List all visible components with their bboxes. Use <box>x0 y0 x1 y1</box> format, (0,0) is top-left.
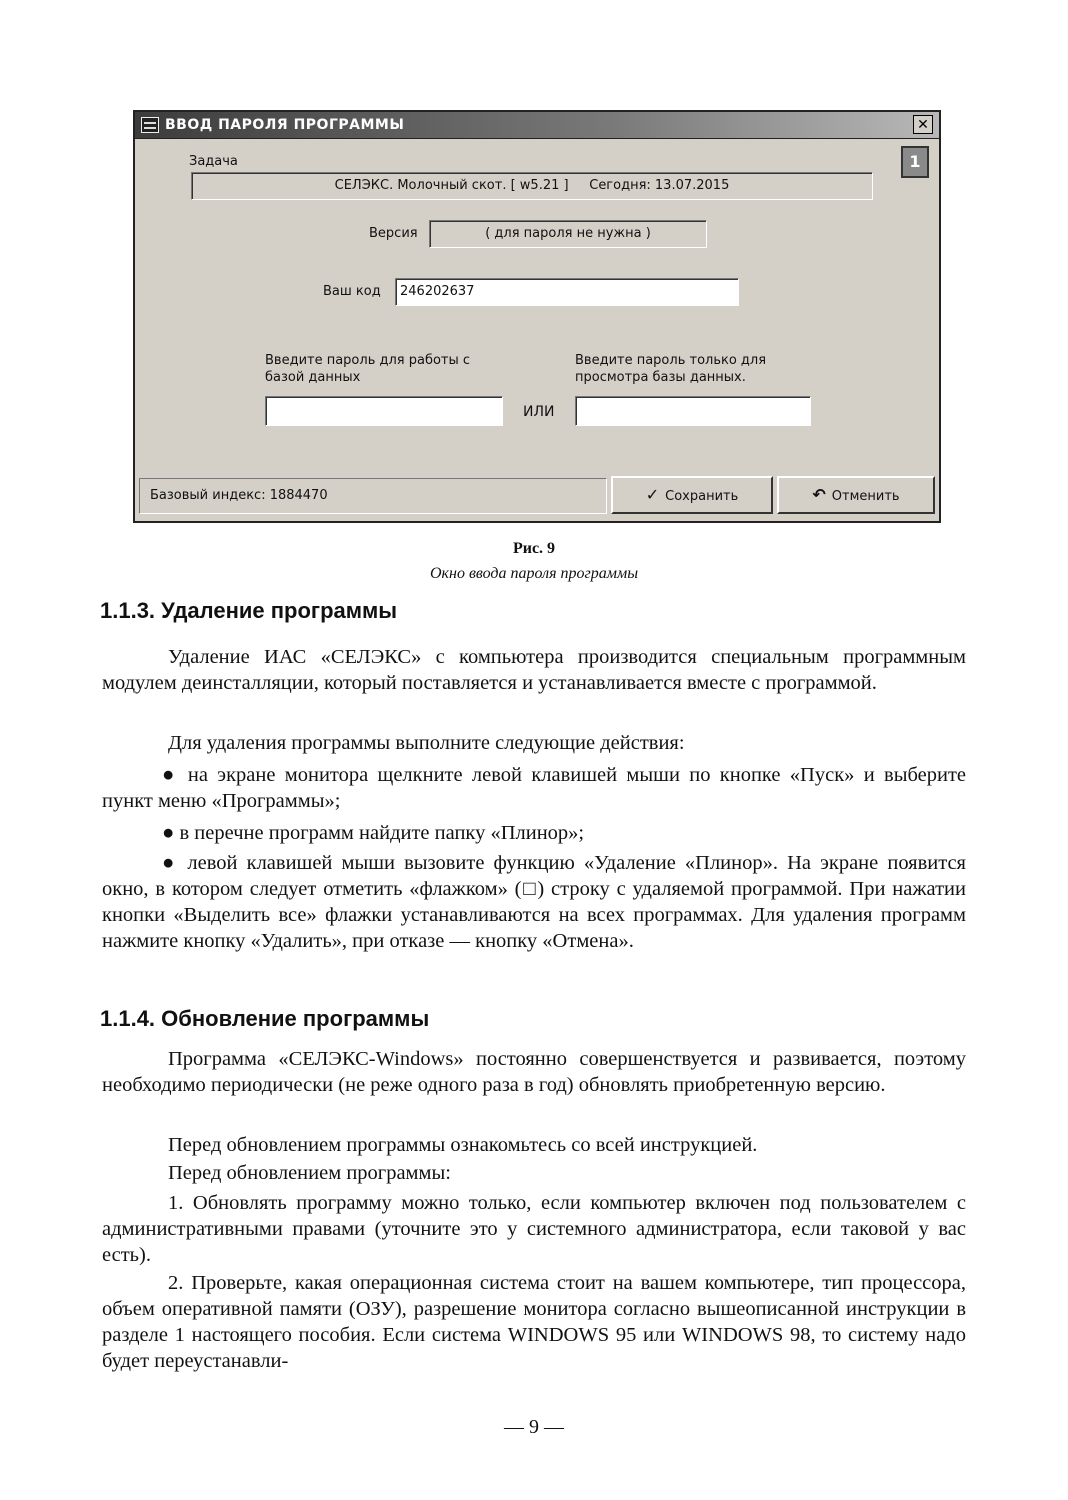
pwd-db-input[interactable] <box>265 396 503 426</box>
version-field: ( для пароля не нужна ) <box>429 220 707 248</box>
task-label: Задача <box>189 154 238 169</box>
numbered-item: 1. Обновлять программу можно только, если компьютер включен под пользователем с административными правами (уточните это у системного администратора, если таковой у вас есть). <box>102 1192 966 1266</box>
save-button[interactable] <box>611 476 773 514</box>
paragraph: Для удаления программы выполните следующие действия: <box>168 732 685 754</box>
undo-icon: ↶ <box>812 485 826 504</box>
bullet-item: ● в перечне программ найдите папку «Плинор»; <box>162 822 585 844</box>
cancel-label: Отменить <box>831 489 900 504</box>
checkmark-icon: ✓ <box>645 485 660 504</box>
numbered-item: 2. Проверьте, какая операционная система стоит на вашем компьютере, тип процессора, объем оперативной памяти (ОЗУ), разрешение монитора согласно вышеописанной инструкции в разделе 1 настоящего пособия. Если система WINDOWS 95 или WINDOWS 98, то систему надо будет переустанавли- <box>102 1272 966 1372</box>
pwd-view-label: Введите пароль только для просмотра базы данных. <box>575 353 767 385</box>
dialog-titlebar[interactable] <box>135 112 939 139</box>
close-button[interactable]: ✕ <box>913 115 933 134</box>
password-dialog <box>133 110 941 523</box>
pwd-db-label: Введите пароль для работы с базой данных <box>265 353 471 385</box>
figure-caption: Окно ввода пароля программы <box>429 565 639 582</box>
task-field: СЕЛЭКС. Молочный скот. [ w5.21 ] Сегодня: 13.07.2015 <box>191 172 873 200</box>
paragraph: Программа «СЕЛЭКС-Windows» постоянно совершенствуется и развивается, поэтому необходимо периодически (не реже одного раза в год) обновлять приобретенную версию. <box>102 1048 966 1096</box>
bullet-item: ● левой клавишей мыши вызовите функцию «Удаление «Плинор». На экране появится окно, в котором следует отметить «флажком» (□) строку с удаляемой программой. При нажатии кнопки «Выделить все» флажки устанавливаются на всех программах. Для удаления программ нажмите кнопку «Удалить», при отказе — кнопку «Отмена». <box>102 852 966 952</box>
heading-1-1-4: 1.1.4. Обновление программы <box>100 1006 430 1031</box>
page-number: — 9 — <box>504 1416 564 1438</box>
status-bar: Базовый индекс: 1884470 <box>139 478 607 514</box>
code-label: Ваш код <box>323 284 381 299</box>
paragraph: Удаление ИАС «СЕЛЭКС» с компьютера производится специальным программным модулем деинсталляции, который поставляется и устанавливается вместе с программой. <box>102 646 966 694</box>
bullet-item: ● на экране монитора щелкните левой клавишей мыши по кнопке «Пуск» и выберите пункт меню «Программы»; <box>102 764 966 812</box>
save-label: Сохранить <box>665 489 739 504</box>
figure-title: Рис. 9 <box>512 540 556 557</box>
or-label: ИЛИ <box>523 404 555 420</box>
paragraph: Перед обновлением программы ознакомьтесь со всей инструкцией. <box>168 1134 758 1156</box>
heading-1-1-3: 1.1.3. Удаление программы <box>100 598 398 623</box>
code-field[interactable]: 246202637 <box>395 278 739 306</box>
info-button[interactable]: 1 <box>901 146 929 178</box>
paragraph: Перед обновлением программы: <box>168 1162 451 1184</box>
cancel-button[interactable] <box>777 476 935 514</box>
version-label: Версия <box>369 226 418 241</box>
dialog-title: ВВОД ПАРОЛЯ ПРОГРАММЫ <box>165 117 405 133</box>
app-icon <box>141 117 159 133</box>
pwd-view-input[interactable] <box>575 396 811 426</box>
